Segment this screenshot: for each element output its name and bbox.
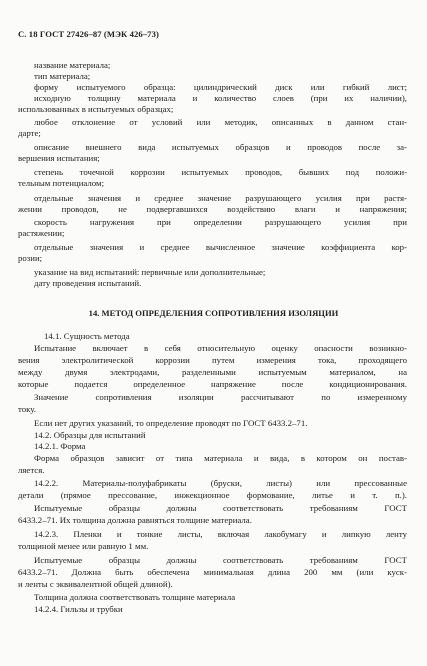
text-line: жении проводов, не подвергавшихся воздействию влаги и напряжения; [18, 204, 407, 214]
text-line: исходную толщину материала и количество слоев (при их наличии), [34, 93, 407, 103]
text-line: тельным потенциалом; [18, 178, 105, 188]
text-line: Значение сопротивления изоляции рассчитывают по измеренному [34, 392, 407, 402]
text-line: ляется. [18, 465, 45, 475]
text-line: Испытуемые образцы должны соответствовать требованиям ГОСТ [34, 555, 407, 565]
text-line: отдельные значения и среднее значение разрушающего усилия при растя- [34, 193, 407, 203]
text-line: между двумя электродами, разделенными испытуемым материалом, на [18, 367, 407, 377]
text-line: 6433.2–71. Их толщина должна равняться толщине материала. [18, 515, 252, 525]
text-line: название материала; [34, 60, 111, 70]
text-line: 6433.2–71. Должна быть обеспечена минимальная длина 200 мм (или куск- [18, 567, 407, 577]
text-line: 14.2.4. Гильзы и трубки [34, 604, 123, 614]
text-line: которые подается определенное напряжение после кондиционирования. [18, 379, 407, 389]
text-line: степень точечной коррозии испытуемых проводов, бывших под положи- [34, 167, 407, 177]
text-line: Испытание включает в себя относительную оценку опасности возникно- [34, 343, 407, 353]
page-header: С. 18 ГОСТ 27426–87 (МЭК 426–73) [18, 29, 159, 39]
text-line: Испытуемые образцы должны соответствовать требованиям ГОСТ [34, 503, 407, 513]
text-line: описание внешнего вида испытуемых образцов и проводов после за- [34, 142, 407, 152]
text-line: дату проведения испытаний. [34, 278, 142, 288]
text-line: 14.2. Образцы для испытаний [34, 430, 146, 440]
text-line: току. [18, 404, 36, 414]
text-line: Форма образцов зависит от типа материала и вида, в котором он постав- [34, 453, 407, 463]
text-line: 14.2.2. Материалы-полуфабрикаты (бруски, листы) или прессованные [34, 478, 407, 488]
text-line: 14.1. Сущность метода [44, 331, 130, 341]
text-line: растяжении; [18, 228, 65, 238]
text-line: вения электролитической коррозии путем измерения тока, проходящего [18, 355, 407, 365]
section-title: 14. МЕТОД ОПРЕДЕЛЕНИЯ СОПРОТИВЛЕНИЯ ИЗОЛЯЦИИ [88, 308, 339, 318]
text-line: скорость нагружения при определении разрушающего усилия при [34, 217, 407, 227]
text-line: использованных в испытуемых образцах; [18, 104, 174, 114]
text-line: дарте; [18, 128, 41, 138]
text-line: розии; [18, 253, 43, 263]
text-line: форму испытуемого образца: цилиндрический диск или гибкий лист; [34, 82, 407, 92]
text-line: любое отклонение от условий или методик, описанных в данном стан- [34, 117, 407, 127]
text-line: 14.2.3. Пленки и тонкие листы, включая лакобумагу и липкую ленту [34, 529, 407, 539]
text-line: и ленты с эквивалентной общей длиной). [18, 579, 173, 589]
text-line: Если нет других указаний, то определение проводят по ГОСТ 6433.2–71. [34, 418, 308, 428]
text-line: отдельные значения и среднее вычисленное значение коэффициента кор- [34, 242, 407, 252]
text-line: вершения испытания; [18, 153, 100, 163]
text-line: тип материала; [34, 71, 91, 81]
text-line: толщиной менее или равную 1 мм. [18, 541, 149, 551]
text-line: детали (прямое прессование, инжекционное формование, литье и т. п.). [18, 490, 407, 500]
text-line: Толщина должна соответствовать толщине материала [34, 592, 236, 602]
text-line: 14.2.1. Форма [34, 441, 86, 451]
text-line: указание на вид испытаний: первичные или дополнительные; [34, 267, 266, 277]
